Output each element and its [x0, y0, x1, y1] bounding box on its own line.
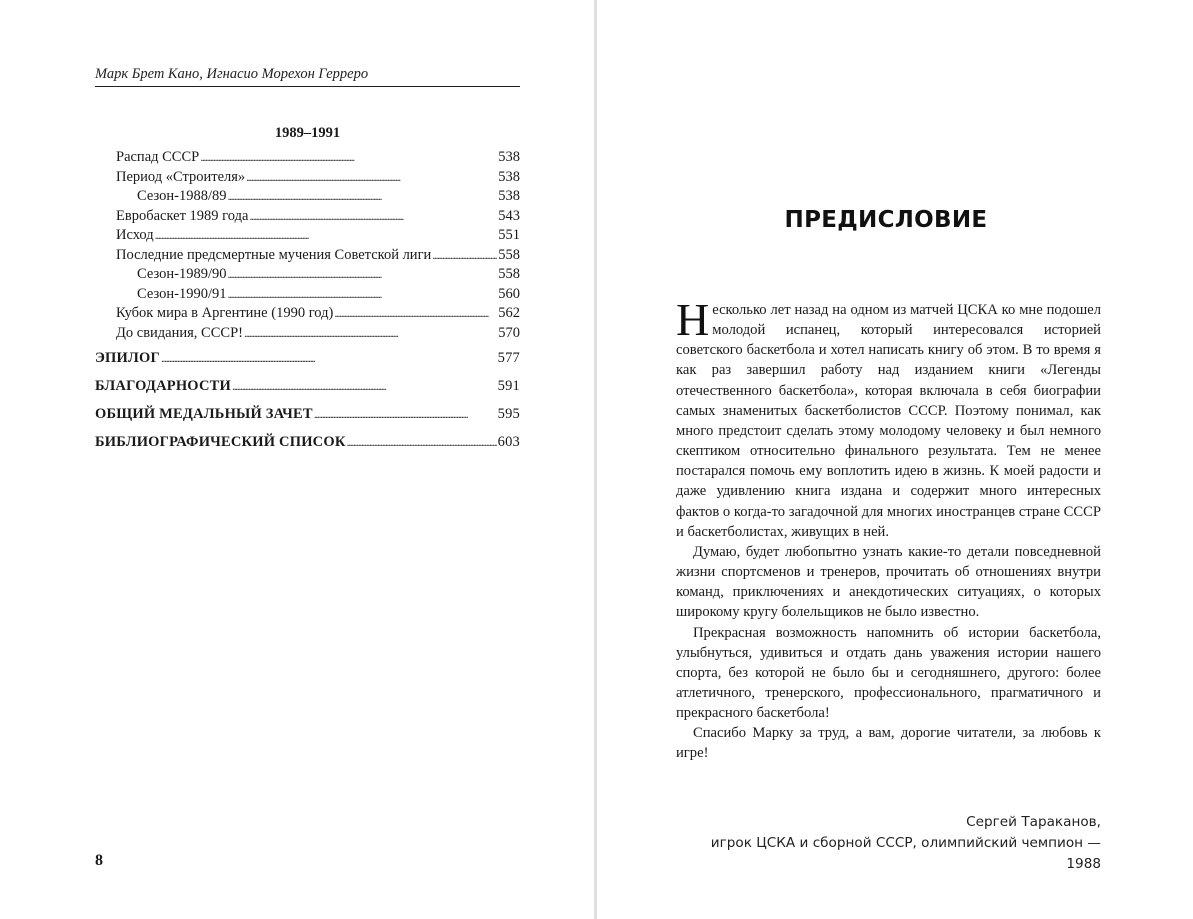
foreword-body — [676, 294, 1101, 764]
toc-leader-dots — [227, 285, 497, 305]
toc-entry-page: 543 — [498, 207, 520, 224]
toc-leader-dots — [227, 265, 497, 285]
toc-main-entry[interactable] — [95, 372, 520, 400]
toc-main-entry-label: БИБЛИОГРАФИЧЕСКИЙ СПИСОК — [95, 434, 346, 450]
chapter-title: ПРЕДИСЛОВИЕ — [784, 207, 988, 233]
signature-title: игрок ЦСКА и сборной СССР, олимпийский чемпион — 1988 — [710, 835, 1101, 872]
toc-entry-label: Период «Строителя» — [116, 168, 246, 185]
toc-entry-label: Кубок мира в Аргентине (1990 год) — [116, 305, 334, 321]
paragraph — [676, 294, 1101, 542]
toc-entry[interactable] — [95, 324, 520, 344]
toc-entry-label: Последние предсмертные мучения Советской лиги — [116, 246, 432, 263]
toc-leader-dots — [155, 226, 498, 246]
toc-entry-page: 570 — [498, 324, 520, 341]
page-number: 8 — [95, 852, 103, 869]
toc-entry[interactable] — [95, 168, 520, 188]
toc-entry-label: Распад СССР — [116, 149, 200, 165]
toc-entry-page: 560 — [498, 285, 520, 302]
toc-entry-page: 558 — [498, 246, 520, 263]
toc-entry[interactable] — [95, 207, 520, 227]
header-rule — [95, 86, 520, 87]
paragraph: Спасибо Марку за труд, а вам, дорогие читатели, за любовь к игре! — [676, 725, 1101, 762]
toc-entry[interactable] — [95, 304, 520, 324]
toc-entry-label: Сезон-1988/89 — [137, 188, 227, 204]
toc-entry-page: 538 — [498, 188, 520, 204]
toc-leader-dots — [227, 187, 497, 207]
toc-entry-page: 538 — [498, 149, 520, 165]
toc-leader-dots — [314, 400, 497, 428]
toc-entry[interactable] — [95, 285, 520, 305]
toc-entry-label: Исход — [116, 227, 154, 243]
signature-name: Сергей Тараканов, — [966, 814, 1101, 830]
toc-entry-label: Сезон-1989/90 — [137, 266, 227, 282]
toc-entry-page: 562 — [498, 305, 520, 321]
toc-main-entry-label: ЭПИЛОГ — [95, 350, 160, 366]
toc-leader-dots — [432, 246, 497, 266]
toc-entry-page: 558 — [498, 266, 520, 282]
toc-main-entry-label: БЛАГОДАРНОСТИ — [95, 378, 231, 394]
toc-entry[interactable] — [95, 148, 520, 168]
toc-leader-dots — [249, 207, 497, 227]
toc-main-entry-page: 595 — [497, 406, 520, 422]
running-header: Марк Брет Кано, Игнасио Морехон Герреро — [95, 66, 369, 82]
toc-entry[interactable] — [95, 226, 520, 246]
toc-leader-dots — [232, 372, 497, 400]
signature — [676, 812, 1101, 875]
toc-main-entry[interactable] — [95, 428, 520, 456]
toc-entry[interactable] — [95, 265, 520, 285]
toc-entry-label: Сезон-1990/91 — [137, 285, 227, 302]
toc-entry-label: До свидания, СССР! — [116, 324, 243, 341]
toc-leader-dots — [200, 148, 497, 168]
toc-main-entry[interactable] — [95, 344, 520, 372]
toc-main-entry-page: 591 — [497, 378, 520, 394]
toc-entry[interactable] — [95, 246, 520, 266]
toc-main-entry-page: 577 — [497, 350, 520, 366]
toc-entry-page: 538 — [498, 168, 520, 185]
paragraph: Прекрасная возможность напомнить об истории баскетбола, улыбнуться, удивиться и отдать дань уважения истории нашего спорта, без которой не было бы и сегодняшнего, другого: более атлетичного, тренерского, профессионального, прагматичного и прекрасного баскетбола! — [676, 624, 1101, 722]
toc-leader-dots — [246, 168, 497, 188]
toc-leader-dots — [244, 324, 497, 344]
toc-leader-dots — [347, 428, 497, 456]
toc-entry-page: 551 — [498, 227, 520, 243]
drop-cap: Н — [676, 294, 710, 345]
toc-entry-label: Евробаскет 1989 года — [116, 207, 249, 224]
toc-entry[interactable] — [95, 187, 520, 207]
toc-main-entry[interactable] — [95, 400, 520, 428]
toc-leader-dots — [334, 304, 497, 324]
toc-main-entry-label: ОБЩИЙ МЕДАЛЬНЫЙ ЗАЧЕТ — [95, 406, 313, 422]
toc-leader-dots — [161, 344, 497, 372]
paragraph-text: есколько лет назад на одном из матчей ЦСКА ко мне подошел молодой испанец, который интересовался историей советского баскетбола и хотел написать книгу об этом. В то время я как раз завершил работу над изданием книги «Легенды отечественного баскетбола», которая включала в себя биографии самых знаменитых баскетболистов СССР. Поэтому понимал, как много предстоит сделать этому молодому человеку и был немного скептиком относительно финального результата. Тем не менее постарался помочь ему воплотить идею в жизнь. К моей радости и даже удивлению книга издана и содержит много интересных фактов о когда-то загадочной для многих иностранцев стране СССР и баскетболистах, живущих в ней. — [676, 302, 1101, 540]
toc-section-title: 1989–1991 — [274, 125, 341, 141]
toc-main-entry-page: 603 — [497, 434, 520, 450]
table-of-contents — [95, 124, 520, 456]
paragraph: Думаю, будет любопытно узнать какие-то детали повседневной жизни спортсменов и тренеров, прочитать об отношениях внутри команд, приключениях и анекдотических ситуациях, о которых широкому кругу болельщиков не было известно. — [676, 543, 1101, 621]
